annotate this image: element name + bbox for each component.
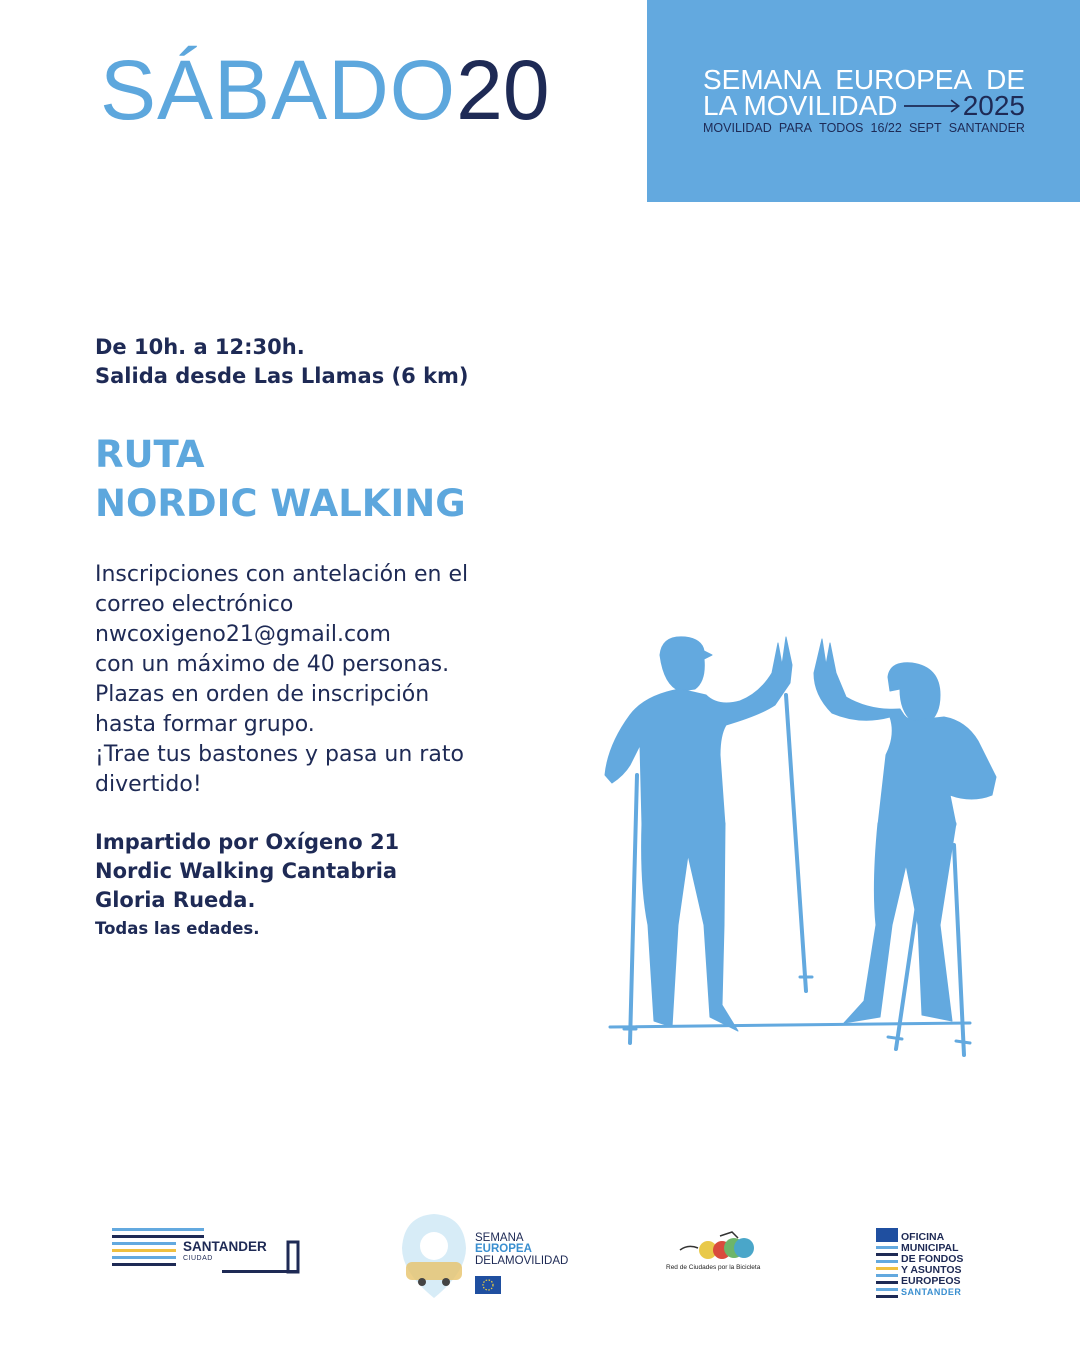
- banner-year: 2025: [962, 90, 1025, 121]
- title-day-number: 20: [456, 43, 550, 137]
- banner-tag: MOVILIDAD: [703, 121, 772, 135]
- organizer-line: Impartido por Oxígeno 21: [95, 830, 400, 854]
- banner-tag: SANTANDER: [948, 121, 1025, 135]
- event-departure: Salida desde Las Llamas (6 km): [95, 364, 469, 388]
- bicycle-icon: [664, 1226, 774, 1262]
- event-description: [95, 560, 468, 800]
- oficina-line: EUROPEOS: [901, 1275, 961, 1287]
- oficina-line: DE FONDOS: [901, 1253, 964, 1265]
- title-day: SÁBADO: [100, 43, 457, 137]
- map-pin-icon: [396, 1212, 471, 1302]
- event-audience: Todas las edades.: [95, 919, 260, 938]
- banner-movilidad: LA MOVILIDAD: [703, 90, 898, 121]
- banner-line-3: [703, 121, 1025, 135]
- event-title-line-2: NORDIC WALKING: [95, 482, 466, 525]
- event-banner: [647, 0, 1080, 202]
- banner-tag: SEPT: [908, 121, 942, 135]
- description-line: divertido!: [95, 772, 202, 797]
- red-ciudades-bicicleta-logo: [664, 1226, 774, 1276]
- event-title-line-1: RUTA: [95, 433, 205, 476]
- banner-line-2: [703, 92, 1025, 120]
- oficina-fondos-europeos-logo: [874, 1226, 974, 1302]
- page-title: [100, 40, 550, 140]
- contact-email[interactable]: nwcoxigeno21@gmail.com: [95, 622, 391, 647]
- eu-flag-icon: [475, 1276, 501, 1294]
- event-time: De 10h. a 12:30h.: [95, 335, 305, 359]
- eu-stripes-icon: [874, 1226, 900, 1302]
- banner-tag: PARA: [778, 121, 813, 135]
- nordic-walkers-illustration: [600, 625, 1010, 1065]
- banner-word: DE: [986, 64, 1025, 95]
- description-line: ¡Trae tus bastones y pasa un rato: [95, 742, 464, 767]
- description-line: Plazas en orden de inscripción: [95, 682, 430, 707]
- event-organizer: [95, 828, 399, 943]
- organizer-line: Nordic Walking Cantabria: [95, 859, 398, 883]
- event-time-block: [95, 333, 469, 391]
- description-line: con un máximo de 40 personas.: [95, 652, 450, 677]
- semana-line-2: EUROPEA: [475, 1243, 532, 1255]
- event-title: [95, 430, 466, 528]
- right-arrow-icon: [904, 96, 961, 116]
- santander-logo: [110, 1226, 300, 1276]
- description-line: correo electrónico: [95, 592, 294, 617]
- banner-tag: TODOS: [819, 121, 864, 135]
- oficina-line: Y ASUNTOS: [901, 1264, 962, 1276]
- description-line: hasta formar grupo.: [95, 712, 315, 737]
- oficina-line: MUNICIPAL: [901, 1242, 959, 1254]
- oficina-line: OFICINA: [901, 1231, 945, 1243]
- santander-name: SANTANDER: [183, 1239, 267, 1254]
- description-line: Inscripciones con antelación en el: [95, 562, 469, 587]
- santander-sub: CIUDAD: [183, 1255, 213, 1262]
- organizer-line: Gloria Rueda.: [95, 888, 256, 912]
- oficina-sub: SANTANDER: [901, 1287, 962, 1297]
- semana-movilidad-logo: [396, 1212, 586, 1302]
- banner-word: EUROPEA: [835, 64, 973, 95]
- banner-tag: 16/22: [870, 121, 902, 135]
- red-caption: Red de Ciudades por la Bicicleta: [666, 1264, 761, 1271]
- banner-word: SEMANA: [703, 64, 822, 95]
- semana-line-3: DELAMOVILIDAD: [475, 1255, 569, 1267]
- semana-line-1: SEMANA: [475, 1232, 524, 1244]
